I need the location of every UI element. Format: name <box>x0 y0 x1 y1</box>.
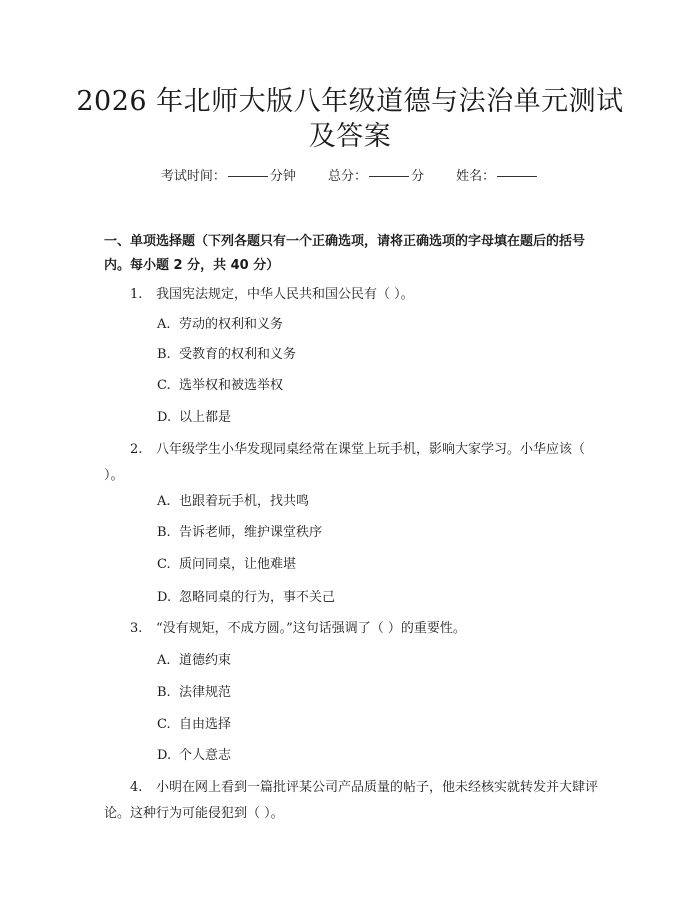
time-blank <box>228 176 268 177</box>
question-number: 1. <box>130 287 143 302</box>
question-text: 八年级学生小华发现同桌经常在课堂上玩手机，影响大家学习。小华应该（ ）。 <box>104 442 586 483</box>
page-title-line2: 及答案 <box>308 121 392 152</box>
score-label: 总分： <box>327 169 367 184</box>
question-1 <box>104 282 604 308</box>
question-number: 4. <box>130 780 143 795</box>
question-3-option-d: D. 个人意志 <box>157 748 232 763</box>
question-1-option-c: C. 选举权和被选举权 <box>157 378 284 393</box>
name-blank <box>497 176 537 177</box>
time-unit: 分钟 <box>269 169 296 184</box>
page-title-line1: 2026 年北师大版八年级道德与法治单元测试 <box>76 86 624 117</box>
question-2-option-c: C. 质问同桌，让他难堪 <box>157 557 297 572</box>
question-2 <box>104 437 604 489</box>
total-score-field <box>328 167 424 187</box>
section-heading: 一、单项选择题（下列各题只有一个正确选项，请将正确选项的字母填在题后的括号内。每小题 2 分，共 40 分） <box>104 234 586 273</box>
question-2-option-a: A. 也跟着玩手机，找共鸣 <box>157 494 310 509</box>
question-4 <box>104 775 604 827</box>
name-label: 姓名： <box>456 169 496 184</box>
exam-time-field <box>161 167 296 187</box>
exam-meta <box>0 167 700 187</box>
score-unit: 分 <box>411 169 425 184</box>
question-3-option-a: A. 道德约束 <box>157 653 232 668</box>
question-2-option-d: D. 忽略同桌的行为，事不关己 <box>157 590 336 605</box>
name-field <box>456 167 539 187</box>
question-3 <box>104 616 604 642</box>
question-text: “没有规矩，不成方圆。”这句话强调了（ ）的重要性。 <box>156 621 466 636</box>
question-3-option-c: C. 自由选择 <box>157 717 232 732</box>
question-text: 我国宪法规定，中华人民共和国公民有（ ）。 <box>156 287 414 302</box>
question-1-option-d: D. 以上都是 <box>157 410 232 425</box>
question-1-option-a: A. 劳动的权利和义务 <box>157 317 284 332</box>
question-text: 小明在网上看到一篇批评某公司产品质量的帖子，他未经核实就转发并大肆评论。这种行为可能侵犯到（ ）。 <box>104 780 599 821</box>
question-1-option-b: B. 受教育的权利和义务 <box>157 347 297 362</box>
score-blank <box>369 176 409 177</box>
question-3-option-b: B. 法律规范 <box>157 685 232 700</box>
question-number: 2. <box>130 442 143 457</box>
question-number: 3. <box>130 621 143 636</box>
question-2-option-b: B. 告诉老师，维护课堂秩序 <box>157 525 323 540</box>
time-label: 考试时间： <box>160 169 226 184</box>
